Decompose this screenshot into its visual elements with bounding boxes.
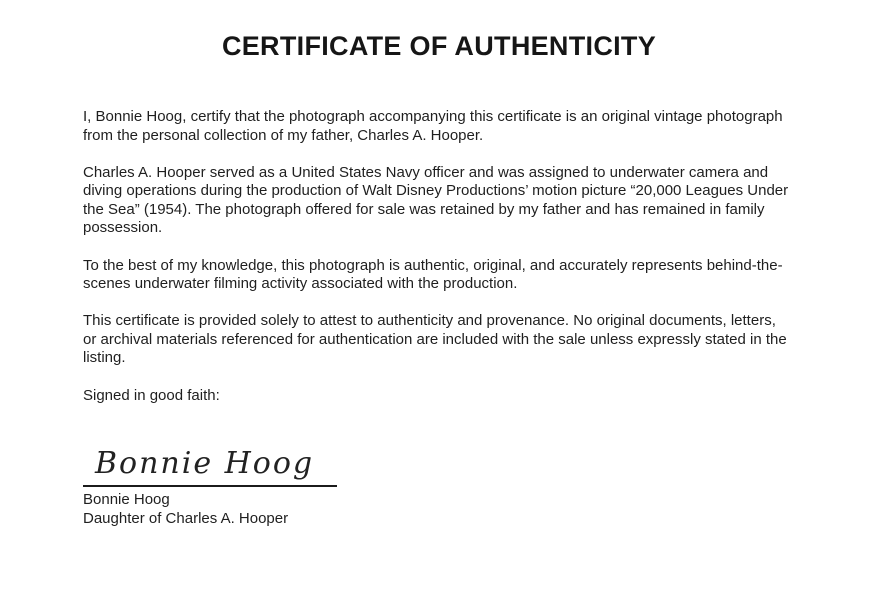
- paragraph-signed-in-good-faith: Signed in good faith:: [83, 386, 220, 404]
- paragraph-authenticity: To the best of my knowledge, this photograph is authentic, original, and accurately represents behind-the-scenes underwater filming activity associated with the production.: [83, 256, 783, 293]
- certificate-body: [83, 108, 791, 528]
- signature-line: [83, 485, 337, 487]
- signature-block: [83, 446, 791, 528]
- handwritten-signature: Bonnie Hoog: [95, 446, 315, 482]
- certificate-title: CERTIFICATE OF AUTHENTICITY: [221, 31, 657, 61]
- paragraph-disclaimer: This certificate is provided solely to attest to authenticity and provenance. No original documents, letters, or archival materials referenced for authentication are included with the sale unless expressly stated in the listing.: [83, 312, 787, 367]
- paragraph-provenance: Charles A. Hooper served as a United States Navy officer and was assigned to underwater camera and diving operations during the production of Walt Disney Productions’ motion picture “20,000 Leagues Under the Sea” (1954). The photograph offered for sale was retained by my father and has remained in family possession.: [83, 163, 789, 237]
- signer-relationship: Daughter of Charles A. Hooper: [83, 509, 289, 527]
- paragraph-intro: I, Bonnie Hoog, certify that the photograph accompanying this certificate is an original vintage photograph from the personal collection of my father, Charles A. Hooper.: [83, 108, 783, 144]
- printed-name: Bonnie Hoog: [83, 491, 170, 509]
